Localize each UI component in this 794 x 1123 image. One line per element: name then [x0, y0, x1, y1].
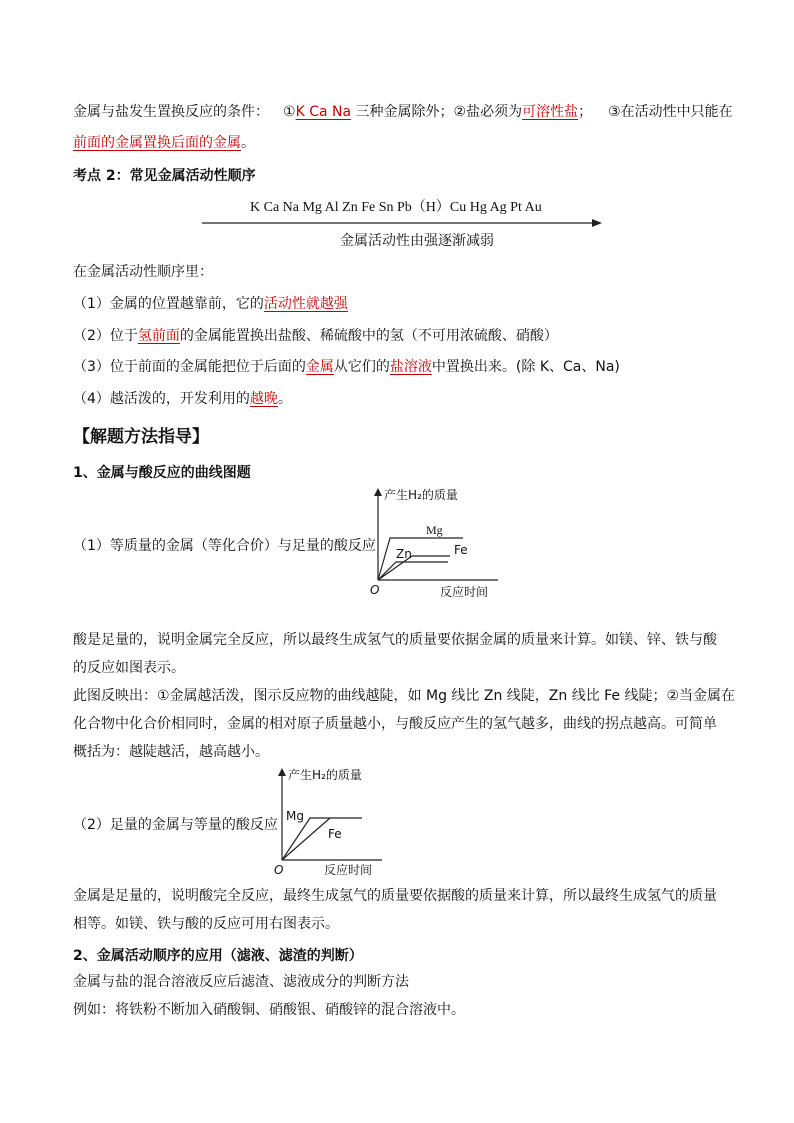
series-caption: 金属活动性由强逐渐减弱	[340, 233, 494, 249]
x-axis-label: 反应时间	[440, 585, 489, 599]
fe-label: Fe	[454, 543, 468, 557]
origin-label: O	[274, 863, 284, 877]
graph-2	[270, 764, 390, 880]
kp2-title: 考点 2：常见金属活动性顺序	[73, 168, 256, 184]
intro-text: ①	[283, 104, 296, 120]
rule-4	[73, 389, 723, 409]
mg-curve	[378, 538, 463, 580]
metal-series: K Ca Na Mg Al Zn Fe Sn Pb（H）Cu Hg Ag Pt Au	[250, 200, 542, 215]
para-2-line-1: 此图反映出：①金属越活泼，图示反应物的曲线越陡，如 Mg 线比 Zn 线陡，Zn 线比 Fe 线陡；②当金属在	[73, 688, 736, 704]
rule-text: 的金属能置换出盐酸、稀硫酸中的氢（不可用浓硫酸、硝酸）	[179, 328, 558, 344]
intro-line-1	[73, 102, 733, 122]
rules-heading: 在金属活动性顺序里：	[73, 264, 213, 280]
x-axis-label: 反应时间	[324, 863, 373, 877]
underlined-term: 可溶性盐	[522, 104, 579, 120]
underlined-term: 活动性就越强	[263, 296, 348, 312]
underlined-term: 金属	[305, 359, 334, 375]
rule-text: 。	[277, 391, 292, 407]
rule-3	[73, 357, 723, 377]
para-1-line-1: 酸是足量的，说明金属完全反应，所以最终生成氢气的质量要依据金属的质量来计算。如镁、锌、铁与酸	[73, 632, 717, 648]
para-4: 金属与盐的混合溶液反应后滤渣、滤液成分的判断方法	[73, 974, 409, 990]
rule-text: 从它们的	[333, 359, 390, 375]
intro-text: ；	[578, 104, 593, 120]
case-2-text: （2）足量的金属与等量的酸反应	[73, 817, 278, 833]
para-3-line-1: 金属是足量的，说明酸完全反应，最终生成氢气的质量要依据酸的质量来计算，所以最终生成氢气的质量	[73, 888, 717, 904]
fe-curve	[378, 556, 450, 580]
arrow-icon	[200, 215, 604, 231]
intro-text: 三种金属除外；②盐必须为	[351, 104, 523, 120]
intro-text: 。	[241, 135, 255, 151]
mg-label: Mg	[426, 523, 443, 537]
rule-text: （4）越活泼的，开发利用的	[73, 391, 250, 407]
para-5: 例如：将铁粉不断加入硝酸铜、硝酸银、硝酸锌的混合溶液中。	[73, 1002, 465, 1018]
intro-text: ③在活动性中只能在	[608, 104, 733, 120]
zn-curve	[378, 562, 448, 580]
para-2-line-3: 概括为：越陡越活，越高越小。	[73, 744, 269, 760]
rule-2	[73, 326, 723, 346]
fe-label: Fe	[328, 827, 342, 841]
section-2-title: 2、金属活动顺序的应用（滤液、滤渣的判断）	[73, 948, 363, 964]
y-axis-label: 产生H₂的质量	[384, 488, 458, 502]
arrow-icon	[278, 768, 286, 776]
underlined-term: 越晚	[249, 391, 278, 407]
underlined-term: 前面的金属置换后面的金属	[73, 135, 241, 151]
para-3-line-2: 相等。如镁、铁与酸的反应可用右图表示。	[73, 916, 339, 932]
graph-1	[368, 484, 508, 600]
section-1-title: 1、金属与酸反应的曲线图题	[73, 465, 251, 481]
underlined-term: 氢前面	[137, 328, 180, 344]
guide-title: 【解题方法指导】	[73, 427, 209, 447]
intro-line-2	[73, 133, 723, 153]
rule-text: （1）金属的位置越靠前，它的	[73, 296, 264, 312]
underlined-term: K Ca Na	[295, 104, 352, 120]
rule-text: （2）位于	[73, 328, 138, 344]
rule-1	[73, 294, 723, 314]
case-1-text: （1）等质量的金属（等化合价）与足量的酸反应	[73, 538, 376, 554]
para-2-line-2: 化合物中化合价相同时，金属的相对原子质量越小，与酸反应产生的氢气越多，曲线的拐点越高。可简单	[73, 716, 717, 732]
zn-label: Zn	[396, 547, 412, 561]
y-axis-label: 产生H₂的质量	[288, 768, 362, 782]
para-1-line-2: 的反应如图表示。	[73, 660, 185, 676]
underlined-term: 盐溶液	[389, 359, 432, 375]
rule-text: 中置换出来。(除 K、Ca、Na)	[431, 359, 620, 375]
arrow-icon	[374, 488, 382, 496]
intro-text: 金属与盐发生置换反应的条件：	[73, 104, 269, 120]
mg-label: Mg	[286, 809, 304, 823]
origin-label: O	[370, 583, 380, 597]
rule-text: （3）位于前面的金属能把位于后面的	[73, 359, 306, 375]
